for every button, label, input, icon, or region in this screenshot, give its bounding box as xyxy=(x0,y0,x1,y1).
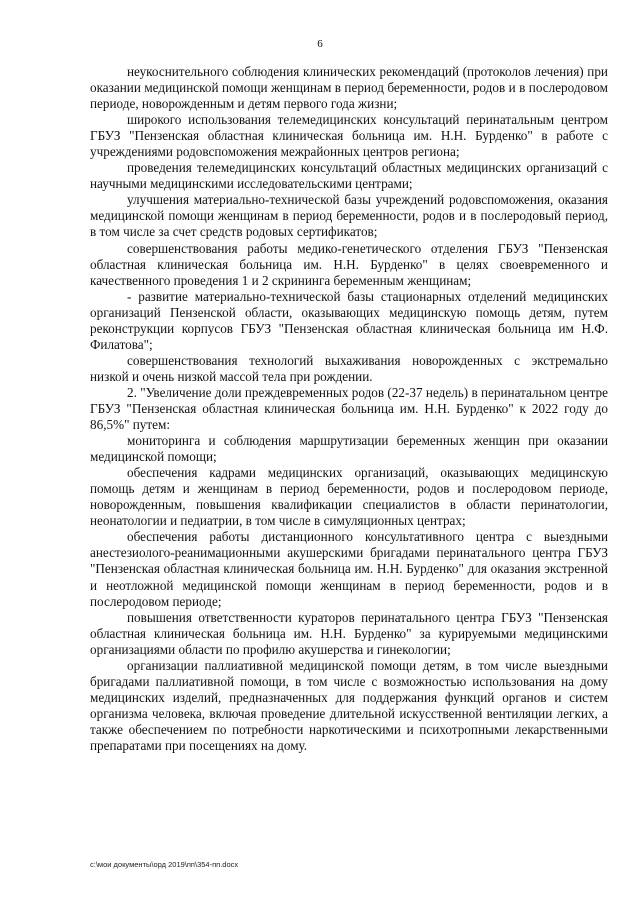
paragraph: широкого использования телемедицинских консультаций перинатальным центром ГБУЗ "Пензенская областная клиническая больница им. Н.Н. Бурденко" в работе с учреждениями родовспоможения межрайонных центров региона; xyxy=(90,112,608,160)
paragraph: проведения телемедицинских консультаций областных медицинских организаций с научными медицинскими исследовательскими центрами; xyxy=(90,160,608,192)
paragraph: организации паллиативной медицинской помощи детям, в том числе выездными бригадами паллиативной помощи, в том числе с возможностью использования на дому медицинских изделий, предназначенных для поддержания функций органов и систем организма человека, включая проведение длительной искусственной вентиляции легких, а также обеспечением по потребности наркотическими и психотропными лекарственными препаратами при посещениях на дому. xyxy=(90,657,608,753)
footer-file-path: c:\мои документы\орд 2019\пп\354-пп.docx xyxy=(90,860,239,869)
paragraph: повышения ответственности кураторов перинатального центра ГБУЗ "Пензенская областная клиническая больница им. Н.Н. Бурденко" за курируемыми медицинскими организациями области по профилю акушерства и гинекологии; xyxy=(90,609,608,657)
section-heading-paragraph: 2. "Увеличение доли преждевременных родов (22-37 недель) в перинатальном центре ГБУЗ "Пензенская областная клиническая больница им. Н.Н. Бурденко" к 2022 году до 86,5%" путем: xyxy=(90,384,608,433)
paragraph: неукоснительного соблюдения клинических рекомендаций (протоколов лечения) при оказании медицинской помощи женщинам в период беременности, родов и в послеродовом периоде, новорожденным и детям первого года жизни; xyxy=(90,64,608,112)
paragraph: обеспечения работы дистанционного консультативного центра с выездными анестезиолого-реанимационными акушерскими бригадами перинатального центра ГБУЗ "Пензенская областная клиническая больница им. Н.Н. Бурденко" для оказания экстренной и неотложной медицинской помощи женщинам в период беременности, родов и в послеродовом периоде; xyxy=(90,529,608,609)
paragraph: улучшения материально-технической базы учреждений родовспоможения, оказания медицинской помощи женщинам в период беременности, родов и в послеродовый период, в том числе за счет средств родовых сертификатов; xyxy=(90,192,608,240)
paragraph: мониторинга и соблюдения маршрутизации беременных женщин при оказании медицинской помощи; xyxy=(90,433,608,465)
document-body xyxy=(90,64,608,754)
paragraph: совершенствования технологий выхаживания новорожденных с экстремально низкой и очень низкой массой тела при рождении. xyxy=(90,352,608,384)
page-number: 6 xyxy=(317,38,323,50)
paragraph: обеспечения кадрами медицинских организаций, оказывающих медицинскую помощь детям и женщинам в период беременности, родов и послеродовом периоде, новорожденным, повышения квалификации специалистов в области перинатологии, неонатологии и педиатрии, в том числе в симуляционных центрах; xyxy=(90,465,608,529)
paragraph: совершенствования работы медико-генетического отделения ГБУЗ "Пензенская областная клиническая больница им. Н.Н. Бурденко" в целях своевременного и качественного проведения 1 и 2 скрининга беременным женщинам; xyxy=(90,240,608,288)
paragraph: - развитие материально-технической базы стационарных отделений медицинских организаций Пензенской области, оказывающих медицинскую помощь детям, путем реконструкции корпусов ГБУЗ "Пензенская областная клиническая больница им Н.Ф. Филатова"; xyxy=(90,288,608,352)
